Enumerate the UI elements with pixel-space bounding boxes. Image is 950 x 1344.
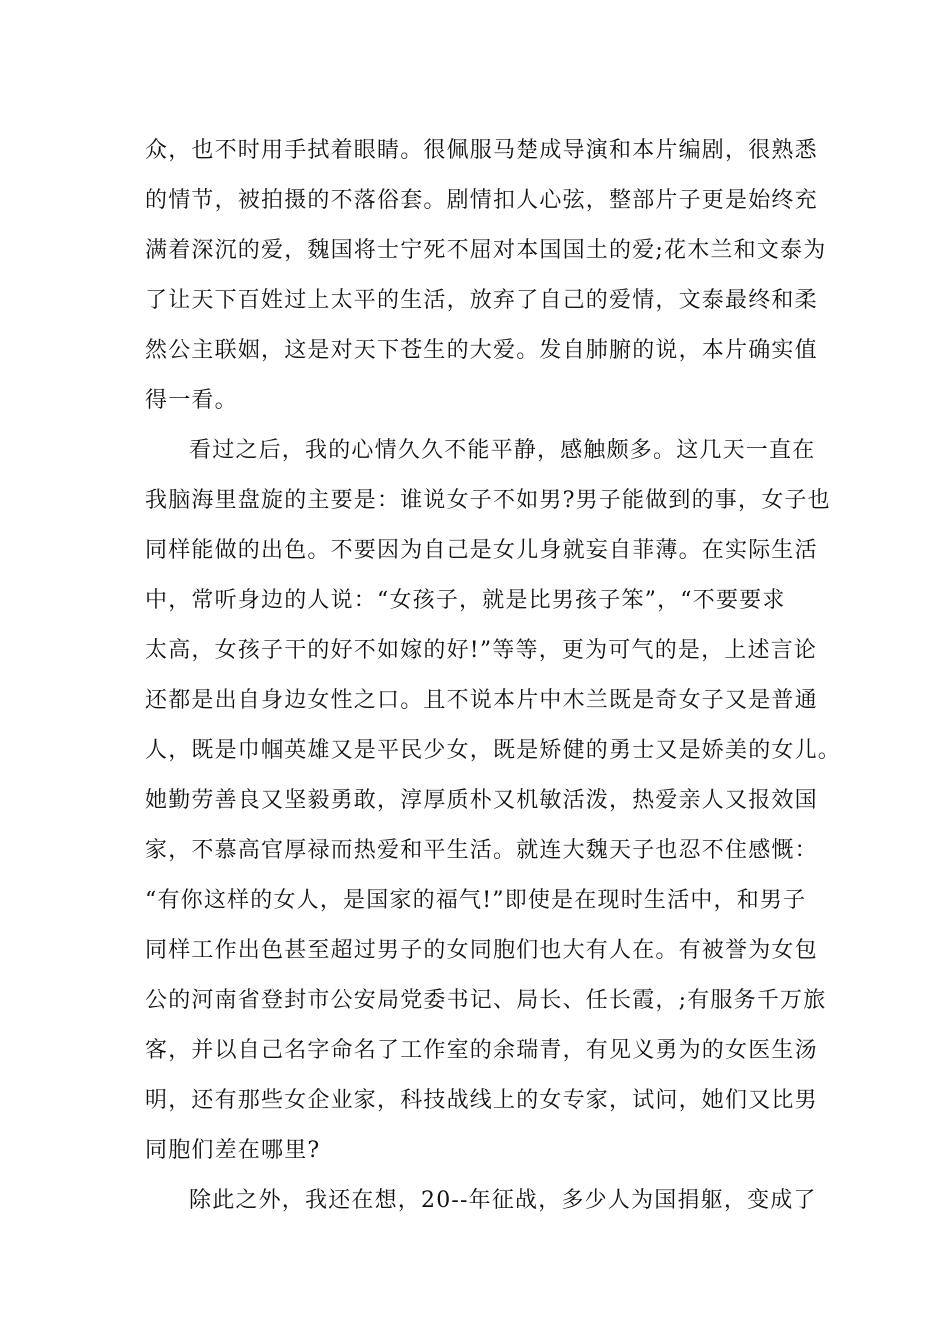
text-line: 太高，女孩子干的好不如嫁的好!”等等，更为可气的是，上述言论 [145, 638, 818, 663]
text-line: 看过之后，我的心情久久不能平静，感触颇多。这几天一直在 [189, 438, 816, 463]
text-line: 得一看。 [145, 388, 238, 413]
text-line: 人，既是巾帼英雄又是平民少女，既是矫健的勇士又是娇美的女儿。 [145, 738, 842, 763]
text-line: 同胞们差在哪里? [145, 1138, 321, 1163]
text-line: 我脑海里盘旋的主要是：谁说女子不如男?男子能做到的事，女子也 [145, 488, 831, 513]
text-line: 同样工作出色甚至超过男子的女同胞们也大有人在。有被誉为女包 [145, 938, 818, 963]
text-line: 然公主联姻，这是对天下苍生的大爱。发自肺腑的说，本片确实值 [145, 338, 818, 363]
text-line: 的情节，被拍摄的不落俗套。剧情扣人心弦，整部片子更是始终充 [145, 188, 818, 213]
text-line: 众，也不时用手拭着眼睛。很佩服马楚成导演和本片编剧，很熟悉 [145, 138, 818, 163]
text-line: 明，还有那些女企业家，科技战线上的女专家，试问，她们又比男 [145, 1088, 818, 1113]
text-line: 中，常听身边的人说：“女孩子，就是比男孩子笨”，“不要要求 [145, 588, 786, 613]
text-line: “有你这样的女人，是国家的福气!”即使是在现时生活中，和男子 [145, 888, 807, 913]
paragraph-1 [145, 126, 835, 426]
paragraph-3 [145, 1176, 835, 1226]
text-line: 除此之外，我还在想，20--年征战，多少人为国捐躯，变成了 [189, 1188, 817, 1213]
text-line: 家，不慕高官厚禄而热爱和平生活。就连大魏天子也忍不住感慨： [145, 838, 818, 863]
text-line: 公的河南省登封市公安局党委书记、局长、任长霞，;有服务千万旅 [145, 988, 827, 1013]
text-line: 满着深沉的爱，魏国将士宁死不屈对本国国土的爱;花木兰和文泰为 [145, 238, 827, 263]
body-text [145, 126, 842, 1226]
paragraph-2 [145, 426, 842, 1176]
text-line: 了让天下百姓过上太平的生活，放弃了自己的爱情，文泰最终和柔 [145, 288, 818, 313]
text-line: 同样能做的出色。不要因为自己是女儿身就妄自菲薄。在实际生活 [145, 538, 818, 563]
text-line: 还都是出自身边女性之口。且不说本片中木兰既是奇女子又是普通 [145, 688, 818, 713]
text-line: 客，并以自己名字命名了工作室的余瑞青，有见义勇为的女医生汤 [145, 1038, 818, 1063]
text-line: 她勤劳善良又坚毅勇敢，淳厚质朴又机敏活泼，热爱亲人又报效国 [145, 788, 818, 813]
